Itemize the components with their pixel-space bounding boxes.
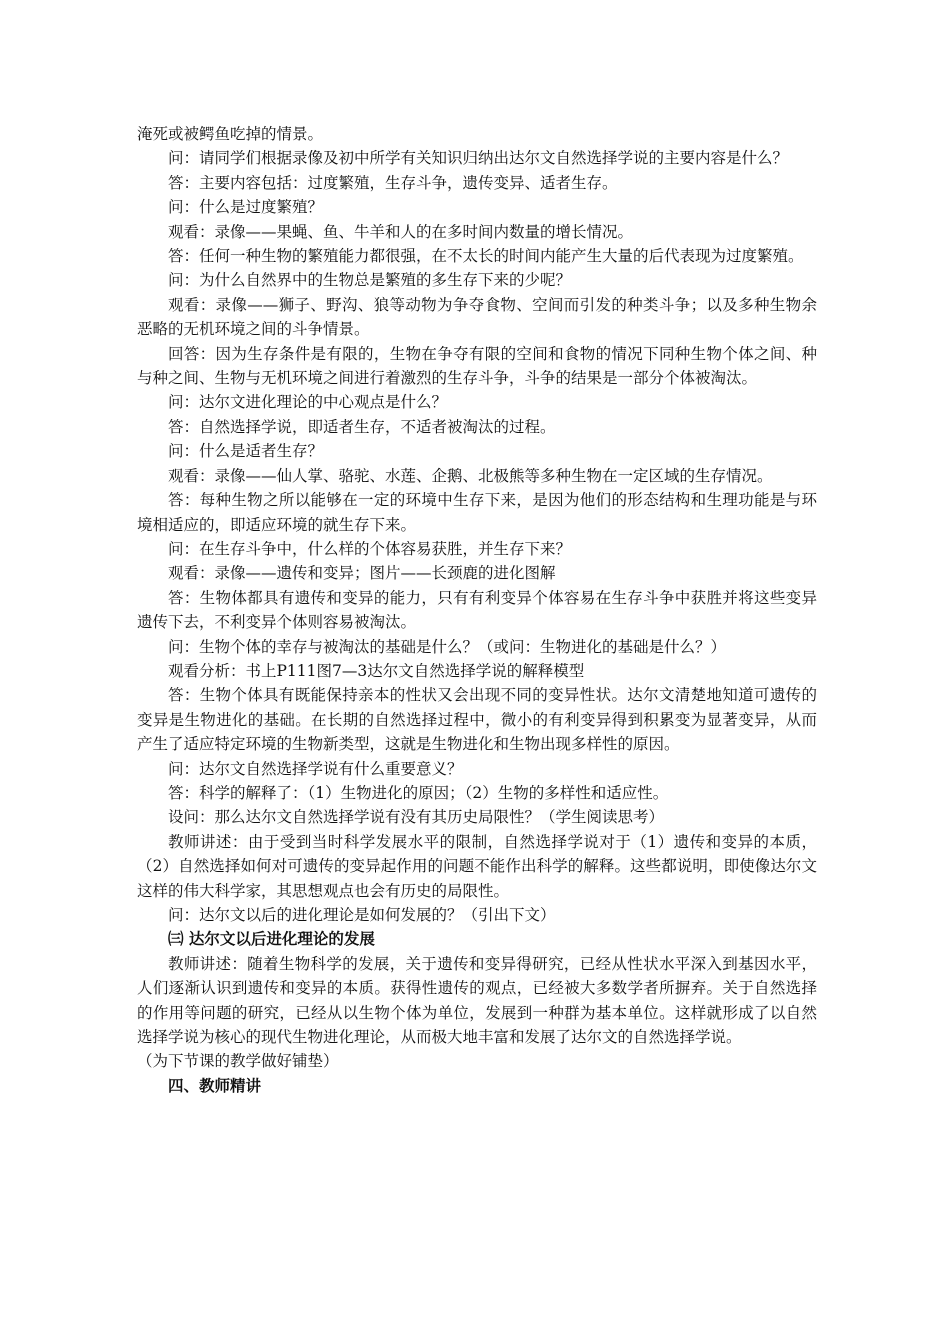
paragraph: 答：科学的解释了：（1）生物进化的原因；（2）生物的多样性和适应性。 — [168, 783, 669, 802]
paragraph: 教师讲述：由于受到当时科学发展水平的限制，自然选择学说对于（1）遗传和变异的本质，（2）自然选择如何对可遗传的变异起作用的问题不能作出科学的解释。这些都说明，即使像达尔文这样的伟大科学家，其思想观点也会有历史的局限性。 — [137, 832, 817, 900]
paragraph: 问：请同学们根据录像及初中所学有关知识归纳出达尔文自然选择学说的主要内容是什么？ — [168, 149, 789, 168]
paragraph: 观看：录像——狮子、野沟、狼等动物为争夺食物、空间而引发的种类斗争；以及多种生物余恶略的无机环境之间的斗争情景。 — [137, 295, 817, 339]
paragraph: 观看：录像——果蝇、鱼、牛羊和人的在多时间内数量的增长情况。 — [168, 222, 634, 241]
paragraph: 问：达尔文自然选择学说有什么重要意义？ — [168, 759, 463, 778]
paragraph: 答：每种生物之所以能够在一定的环境中生存下来，是因为他们的形态结构和生理功能是与环境相适应的，即适应环境的就生存下来。 — [137, 491, 817, 534]
section-heading: ㈢ 达尔文以后进化理论的发展 — [168, 930, 375, 949]
paragraph: 答：主要内容包括：过度繁殖，生存斗争，遗传变异、适者生存。 — [168, 173, 618, 192]
document-body — [137, 122, 817, 1098]
paragraph: 问：生物个体的幸存与被淘汰的基础是什么？（或问：生物进化的基础是什么？） — [168, 637, 727, 656]
paragraph: 教师讲述：随着生物科学的发展，关于遗传和变异得研究，已经从性状水平深入到基因水平，人们逐渐认识到遗传和变异的本质。获得性遗传的观点，已经被大多数学者所摒弃。关于自然选择的作用等问题的研究，已经从以生物个体为单位，发展到一种群为基本单位。这样就形成了以自然选择学说为核心的现代生物进化理论，从而极大地丰富和发展了达尔文的自然选择学说。 — [137, 954, 817, 1047]
paragraph: 问：什么是过度繁殖？ — [168, 198, 324, 217]
paragraph: 问：为什么自然界中的生物总是繁殖的多生存下来的少呢？ — [168, 271, 572, 290]
paragraph: 淹死或被鳄鱼吃掉的情景。 — [137, 125, 324, 143]
paragraph: 观看：录像——遗传和变异；图片——长颈鹿的进化图解 — [168, 564, 556, 583]
paragraph: 设问：那么达尔文自然选择学说有没有其历史局限性？（学生阅读思考） — [168, 808, 665, 827]
paragraph: 答：自然选择学说，即适者生存，不适者被淘汰的过程。 — [168, 417, 556, 436]
paragraph: 答：任何一种生物的繁殖能力都很强，在不太长的时间内能产生大量的后代表现为过度繁殖。 — [168, 247, 804, 266]
paragraph: （为下节课的教学做好铺垫） — [137, 1052, 339, 1071]
paragraph: 答：生物个体具有既能保持亲本的性状又会出现不同的变异性状。达尔文清楚地知道可遗传的变异是生物进化的基础。在长期的自然选择过程中，微小的有利变异得到积累变为显著变异，从而产生了适应特定环境的生物新类型，这就是生物进化和生物出现多样性的原因。 — [137, 686, 817, 754]
paragraph: 观看分析：书上P111图7—3达尔文自然选择学说的解释模型 — [168, 661, 585, 680]
paragraph: 问：在生存斗争中，什么样的个体容易获胜，并生存下来？ — [168, 539, 572, 558]
paragraph: 答：生物体都具有遗传和变异的能力，只有有利变异个体容易在生存斗争中获胜并将这些变异遗传下去，不利变异个体则容易被淘汰。 — [137, 588, 817, 632]
paragraph: 问：达尔文以后的进化理论是如何发展的？（引出下文） — [168, 906, 556, 924]
paragraph: 观看：录像——仙人掌、骆驼、水莲、企鹅、北极熊等多种生物在一定区域的生存情况。 — [168, 466, 773, 485]
section-heading: 四、教师精讲 — [168, 1076, 262, 1095]
paragraph: 问：达尔文进化理论的中心观点是什么？ — [168, 393, 448, 412]
paragraph: 问：什么是适者生存？ — [168, 442, 324, 461]
paragraph: 回答：因为生存条件是有限的，生物在争夺有限的空间和食物的情况下同种生物个体之间、种与种之间、生物与无机环境之间进行着激烈的生存斗争，斗争的结果是一部分个体被淘汰。 — [137, 344, 817, 388]
